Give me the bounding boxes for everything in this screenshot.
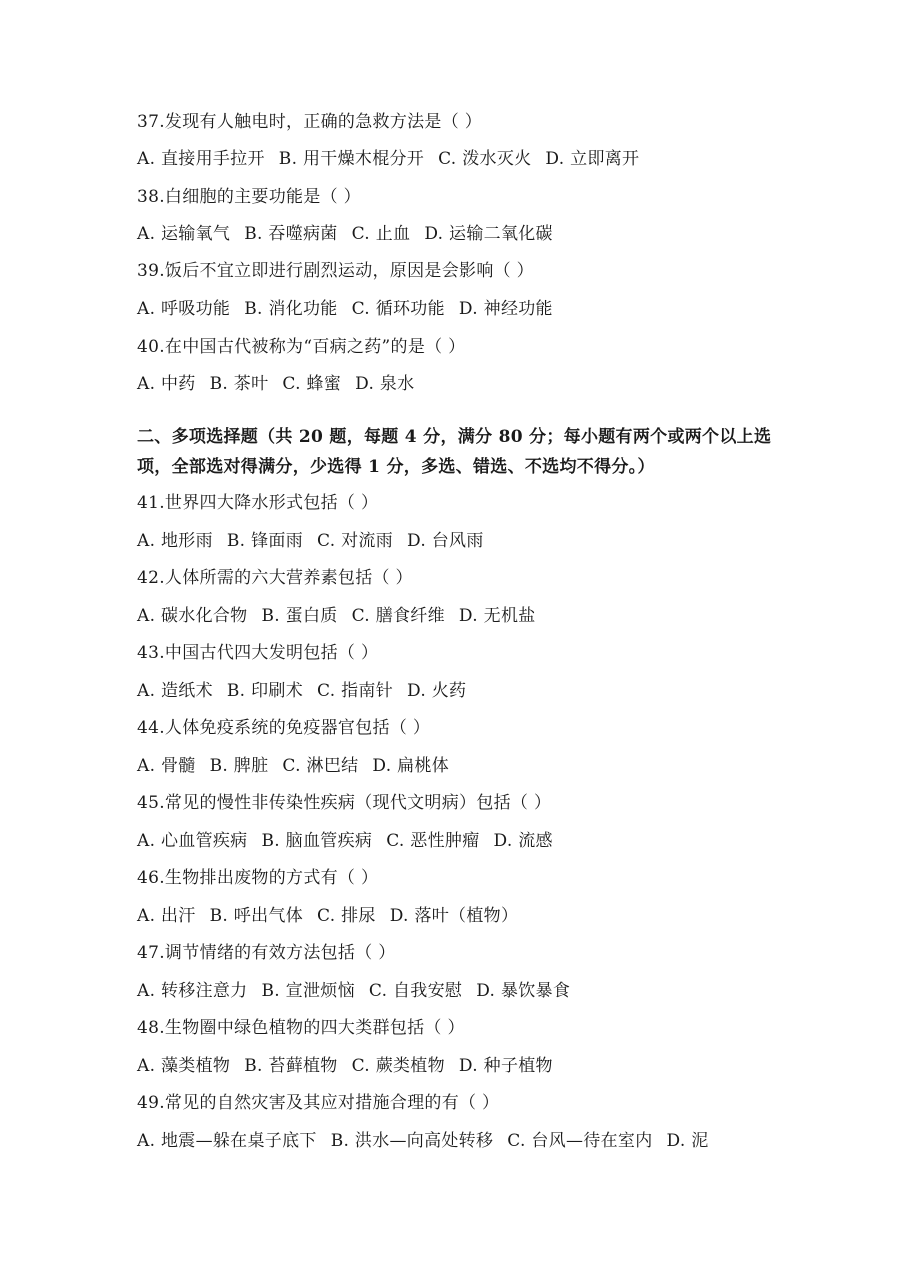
option: B. 吞噬病菌 (244, 224, 338, 244)
option: B. 呼出气体 (209, 906, 303, 926)
option: D. 运输二氧化碳 (424, 224, 553, 244)
question-options (137, 529, 785, 553)
option: B. 消化功能 (244, 299, 338, 319)
question-options (137, 904, 785, 928)
option: C. 蜂蜜 (282, 374, 342, 394)
question-stem: 45.常见的慢性非传染性疾病（现代文明病）包括（ ） (137, 793, 552, 813)
option: D. 落叶（植物） (389, 906, 519, 926)
question-stem: 40.在中国古代被称为“百病之药”的是（ ） (137, 337, 466, 357)
question-stem: 37.发现有人触电时，正确的急救方法是（ ） (137, 112, 483, 132)
option: A. 骨髓 (137, 756, 196, 776)
question-stem: 48.生物圈中绿色植物的四大类群包括（ ） (137, 1018, 465, 1038)
option: C. 膳食纤维 (351, 606, 445, 626)
question-options (137, 222, 785, 246)
option: C. 对流雨 (317, 531, 394, 551)
option: D. 泉水 (355, 374, 415, 394)
option: B. 宣泄烦恼 (261, 981, 355, 1001)
question-options (137, 147, 785, 171)
option: B. 脾脏 (209, 756, 269, 776)
option: D. 扁桃体 (372, 756, 450, 776)
option: A. 出汗 (137, 906, 196, 926)
option: B. 茶叶 (209, 374, 269, 394)
option: A. 造纸术 (137, 681, 213, 701)
question-stem: 41.世界四大降水形式包括（ ） (137, 493, 379, 513)
question-options (137, 979, 785, 1003)
option: B. 脑血管疾病 (261, 831, 373, 851)
option: B. 印刷术 (226, 681, 303, 701)
option: A. 运输氧气 (137, 224, 231, 244)
option: B. 苔藓植物 (244, 1056, 338, 1076)
option: A. 地形雨 (137, 531, 213, 551)
option: A. 藻类植物 (137, 1056, 231, 1076)
section-heading: 二、多项选择题（共 20 题，每题 4 分，满分 80 分；每小题有两个或两个以上选项，全部选对得满分，少选得 1 分，多选、错选、不选均不得分。） (137, 427, 772, 477)
question-stem: 47.调节情绪的有效方法包括（ ） (137, 943, 396, 963)
question-options (137, 1054, 785, 1078)
question-options (137, 297, 785, 321)
option: D. 流感 (493, 831, 553, 851)
option: D. 火药 (407, 681, 467, 701)
option: C. 指南针 (317, 681, 394, 701)
option: C. 循环功能 (351, 299, 445, 319)
option: D. 暴饮暴食 (476, 981, 571, 1001)
option: D. 台风雨 (407, 531, 484, 551)
option: D. 神经功能 (458, 299, 553, 319)
option: C. 止血 (351, 224, 411, 244)
option: C. 淋巴结 (282, 756, 359, 776)
question-stem: 49.常见的自然灾害及其应对措施合理的有（ ） (137, 1093, 500, 1113)
option: D. 立即离开 (545, 149, 640, 169)
option: A. 心血管疾病 (137, 831, 248, 851)
option: B. 用干燥木棍分开 (278, 149, 425, 169)
question-stem: 44.人体免疫系统的免疫器官包括（ ） (137, 718, 431, 738)
option: C. 台风—待在室内 (507, 1131, 653, 1151)
option: D. 种子植物 (458, 1056, 553, 1076)
option: A. 呼吸功能 (137, 299, 231, 319)
question-options (137, 679, 785, 703)
option: B. 蛋白质 (261, 606, 338, 626)
option: A. 直接用手拉开 (137, 149, 265, 169)
question-stem: 38.白细胞的主要功能是（ ） (137, 187, 361, 207)
question-stem: 42.人体所需的六大营养素包括（ ） (137, 568, 413, 588)
option: B. 洪水—向高处转移 (330, 1131, 494, 1151)
option: C. 排尿 (317, 906, 376, 926)
question-options (137, 604, 785, 628)
option: A. 碳水化合物 (137, 606, 248, 626)
question-options (137, 829, 785, 853)
question-stem: 39.饭后不宜立即进行剧烈运动，原因是会影响（ ） (137, 261, 534, 281)
option: A. 中药 (137, 374, 196, 394)
question-stem: 43.中国古代四大发明包括（ ） (137, 643, 379, 663)
option: C. 蕨类植物 (351, 1056, 445, 1076)
option: D. 无机盐 (458, 606, 536, 626)
question-options (137, 1129, 785, 1153)
option: D. 泥 (666, 1131, 709, 1151)
question-options (137, 754, 785, 778)
option: A. 地震—躲在桌子底下 (137, 1131, 317, 1151)
option: C. 泼水灭火 (438, 149, 532, 169)
question-options (137, 372, 785, 396)
option: C. 恶性肿瘤 (386, 831, 480, 851)
question-stem: 46.生物排出废物的方式有（ ） (137, 868, 379, 888)
option: A. 转移注意力 (137, 981, 248, 1001)
option: B. 锋面雨 (226, 531, 303, 551)
option: C. 自我安慰 (368, 981, 463, 1001)
